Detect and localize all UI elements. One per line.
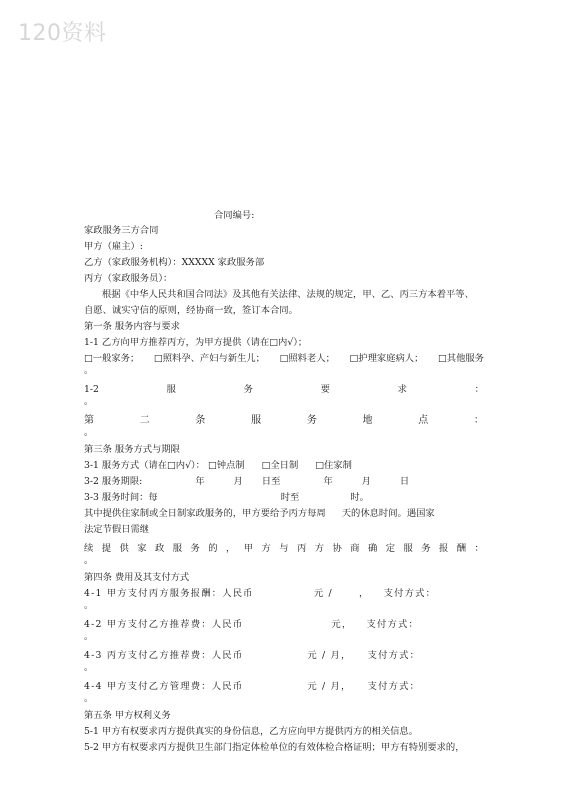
dot-mark: 。 [84,556,94,566]
dot-mark: 。 [84,601,94,611]
option-patient: □护理家庭病人； [349,353,424,364]
article-3-note-3: 续 提 供 家 政 服 务 的 ， 甲 方 与 丙 方 协 商 确 定 服 务 报 酬 ： [84,543,484,554]
article-4-3: 4-3 丙方支付乙方推荐费：人民币 元 / 月， 支付方式： [84,650,421,661]
option-elderly: □照料老人； [279,353,335,364]
article-4-title: 第四条 费用及其支付方式 [84,572,190,583]
article-4-4: 4-4 甲方支付乙方管理费：人民币 元 / 月， 支付方式： [84,681,421,692]
article-5-1: 5-1 甲方有权要求丙方提供真实的身份信息，乙方应向甲方提供丙方的相关信息。 [84,726,419,737]
article-2-title: 第 二 条 服 务 地 点 ： [84,415,484,426]
contract-number-label: 合同编号: [214,210,255,221]
watermark: 120资料 [18,21,107,46]
doc-title: 家政服务三方合同 [84,225,159,236]
option-maternity: □照料孕、产妇与新生儿； [153,353,265,364]
dot-mark: 。 [84,632,94,642]
dot-mark: 。 [84,366,94,376]
party-a: 甲方（雇主）: [84,241,143,252]
option-housework: □一般家务； [84,353,140,364]
article-5-2: 5-2 甲方有权要求丙方提供卫生部门指定体检单位的有效体检合格证明；甲方有特别要求的， [84,742,465,753]
article-3-note-1: 其中提供住家制或全日制家政服务的，甲方要给予丙方每周 天的休息时间。遇国家 [84,508,435,519]
dot-mark: 。 [84,663,94,673]
party-b: 乙方（家政服务机构）：XXXXX 家政服务部 [84,257,265,268]
party-c: 丙方（家政服务员）： [84,273,173,284]
article-3-3: 3-3 服务时间：每 时至 时。 [84,492,369,503]
preamble-line-2: 自愿、诚实守信的原则，经协商一致，签订本合同。 [84,305,298,316]
article-1-1-options [84,351,484,367]
article-4-1: 4-1 甲方支付丙方服务报酬：人民币 元 / ， 支付方式： [84,588,437,599]
article-3-2: 3-2 服务期限: 年 月 日至 年 月 日 [84,476,410,487]
dot-mark: 。 [84,397,94,407]
option-other: □其他服务 [438,353,484,364]
article-5-title: 第五条 甲方权利义务 [84,710,171,721]
preamble-line-1: 根据《中华人民共和国合同法》及其他有关法律、法规的规定，甲、乙、丙三方本着平等、 [102,289,474,300]
article-4-2: 4-2 甲方支付乙方推荐费：人民币 元， 支付方式： [84,619,419,630]
article-1-title: 第一条 服务内容与要求 [84,321,180,332]
article-1-1: 1-1 乙方向甲方推荐丙方，为甲方提供（请在□内√）； [84,337,308,348]
article-3-note-2: 法定节假日需继 [84,524,150,535]
dot-mark: 。 [84,428,94,438]
article-3-title: 第三条 服务方式与期限 [84,444,180,455]
article-1-2: 1-2 服 务 要 求 ： [84,384,484,395]
dot-mark: 。 [84,694,94,704]
document-body [84,223,484,756]
article-3-1: 3-1 服务方式（请在□内√）： □钟点制 □全日制 □住家制 [84,460,352,471]
